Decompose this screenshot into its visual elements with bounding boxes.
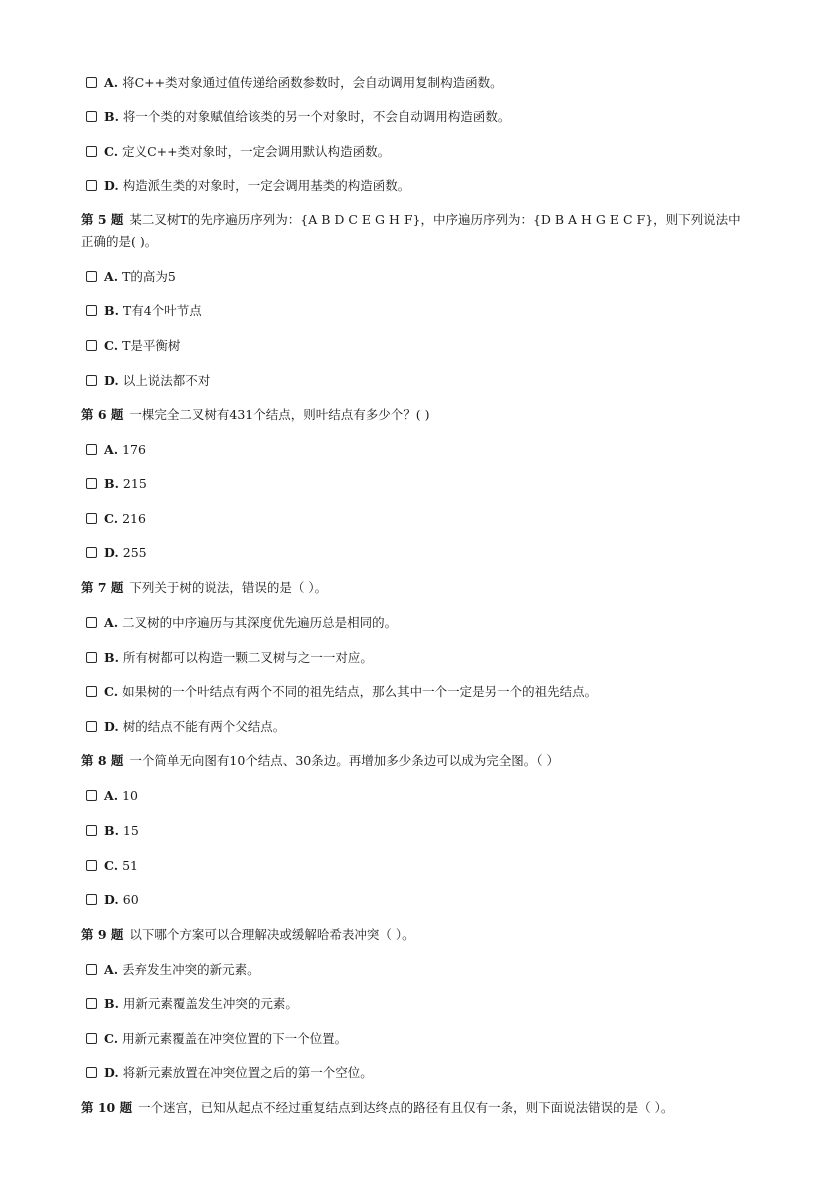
checkbox[interactable] xyxy=(86,77,97,88)
question-7 xyxy=(81,577,753,599)
checkbox[interactable] xyxy=(86,894,97,905)
question-9 xyxy=(81,924,753,946)
checkbox[interactable] xyxy=(86,111,97,122)
option-text: 构造派生类的对象时，一定会调用基类的构造函数。 xyxy=(122,178,411,193)
checkbox[interactable] xyxy=(86,1067,97,1078)
question-text: 一棵完全二叉树有431个结点，则叶结点有多少个？( ) xyxy=(129,407,430,422)
question-text: 某二叉树T的先序遍历序列为：{A B D C E G H F}，中序遍历序列为：{D B A H G E C F}，则下列说法中正确的是( )。 xyxy=(81,212,741,249)
option-text: 216 xyxy=(122,510,146,526)
question-number: 第 7 题 xyxy=(81,580,124,595)
question-10 xyxy=(81,1097,753,1119)
option-text: 15 xyxy=(122,822,139,838)
checkbox[interactable] xyxy=(86,375,97,386)
checkbox[interactable] xyxy=(86,825,97,836)
option-text: 如果树的一个叶结点有两个不同的祖先结点，那么其中一个一定是另一个的祖先结点。 xyxy=(122,684,598,699)
question-text: 下列关于树的说法，错误的是（ ）。 xyxy=(129,580,328,595)
option-q9-a[interactable] xyxy=(86,959,260,979)
option-text: 51 xyxy=(122,857,138,873)
option-letter: C. xyxy=(104,337,119,353)
question-text: 一个简单无向图有10个结点、30条边。再增加多少条边可以成为完全图。（ ） xyxy=(129,753,559,768)
option-q4-c[interactable] xyxy=(86,141,390,161)
option-letter: C. xyxy=(104,510,119,526)
question-number: 第 5 题 xyxy=(81,212,124,227)
checkbox[interactable] xyxy=(86,305,97,316)
checkbox[interactable] xyxy=(86,721,97,732)
option-q7-c[interactable] xyxy=(86,681,597,701)
option-text: 215 xyxy=(122,475,147,491)
question-text: 一个迷宫，已知从起点不经过重复结点到达终点的路径有且仅有一条，则下面说法错误的是（ ）。 xyxy=(138,1100,674,1115)
option-letter: C. xyxy=(104,857,119,873)
option-q4-b[interactable] xyxy=(86,106,510,126)
option-letter: D. xyxy=(104,372,119,388)
option-text: 10 xyxy=(122,787,138,803)
option-letter: A. xyxy=(104,74,119,90)
option-q5-c[interactable] xyxy=(86,335,180,355)
checkbox[interactable] xyxy=(86,652,97,663)
option-text: 用新元素覆盖发生冲突的元素。 xyxy=(122,996,298,1011)
option-q5-d[interactable] xyxy=(86,370,210,390)
option-q9-c[interactable] xyxy=(86,1028,347,1048)
option-text: 以上说法都不对 xyxy=(122,373,211,388)
option-letter: A. xyxy=(104,787,119,803)
option-q8-b[interactable] xyxy=(86,820,139,840)
option-text: 将新元素放置在冲突位置之后的第一个空位。 xyxy=(122,1065,373,1080)
checkbox[interactable] xyxy=(86,444,97,455)
option-q7-b[interactable] xyxy=(86,647,373,667)
option-text: 176 xyxy=(122,441,146,457)
option-letter: D. xyxy=(104,891,119,907)
option-text: T是平衡树 xyxy=(122,338,181,353)
option-letter: A. xyxy=(104,441,119,457)
option-q9-b[interactable] xyxy=(86,993,298,1013)
option-q6-b[interactable] xyxy=(86,473,147,493)
option-q7-d[interactable] xyxy=(86,716,285,736)
checkbox[interactable] xyxy=(86,860,97,871)
option-text: T有4个叶节点 xyxy=(122,303,202,318)
option-letter: D. xyxy=(104,544,119,560)
option-text: 255 xyxy=(122,544,147,560)
option-letter: A. xyxy=(104,268,119,284)
option-q4-a[interactable] xyxy=(86,72,503,92)
option-q4-d[interactable] xyxy=(86,175,410,195)
option-letter: B. xyxy=(104,995,119,1011)
option-letter: D. xyxy=(104,718,119,734)
option-letter: C. xyxy=(104,143,119,159)
question-8 xyxy=(81,750,753,772)
option-q5-b[interactable] xyxy=(86,300,202,320)
option-text: 用新元素覆盖在冲突位置的下一个位置。 xyxy=(122,1031,348,1046)
checkbox[interactable] xyxy=(86,271,97,282)
checkbox[interactable] xyxy=(86,478,97,489)
checkbox[interactable] xyxy=(86,686,97,697)
option-text: 丢弃发生冲突的新元素。 xyxy=(122,962,260,977)
question-number: 第 10 题 xyxy=(81,1100,133,1115)
option-text: 将一个类的对象赋值给该类的另一个对象时，不会自动调用构造函数。 xyxy=(122,109,511,124)
question-5 xyxy=(81,209,753,253)
option-letter: D. xyxy=(104,1064,119,1080)
option-letter: D. xyxy=(104,177,119,193)
option-q8-c[interactable] xyxy=(86,855,138,875)
option-q9-d[interactable] xyxy=(86,1062,373,1082)
option-text: 所有树都可以构造一颗二叉树与之一一对应。 xyxy=(122,650,373,665)
option-text: T的高为5 xyxy=(122,269,176,284)
option-letter: C. xyxy=(104,1030,119,1046)
question-number: 第 9 题 xyxy=(81,927,124,942)
checkbox[interactable] xyxy=(86,180,97,191)
option-text: 将C++类对象通过值传递给函数参数时，会自动调用复制构造函数。 xyxy=(122,75,503,90)
option-letter: B. xyxy=(104,475,119,491)
option-q7-a[interactable] xyxy=(86,612,397,632)
checkbox[interactable] xyxy=(86,340,97,351)
option-letter: B. xyxy=(104,822,119,838)
option-text: 树的结点不能有两个父结点。 xyxy=(122,719,286,734)
question-number: 第 8 题 xyxy=(81,753,124,768)
option-q5-a[interactable] xyxy=(86,266,176,286)
question-6 xyxy=(81,404,753,426)
checkbox[interactable] xyxy=(86,1033,97,1044)
option-letter: B. xyxy=(104,302,119,318)
option-q6-a[interactable] xyxy=(86,439,146,459)
option-q6-c[interactable] xyxy=(86,508,146,528)
option-text: 60 xyxy=(122,891,139,907)
checkbox[interactable] xyxy=(86,547,97,558)
option-letter: B. xyxy=(104,108,119,124)
question-number: 第 6 题 xyxy=(81,407,124,422)
checkbox[interactable] xyxy=(86,964,97,975)
checkbox[interactable] xyxy=(86,146,97,157)
option-letter: B. xyxy=(104,649,119,665)
option-text: 二叉树的中序遍历与其深度优先遍历总是相同的。 xyxy=(122,615,398,630)
checkbox[interactable] xyxy=(86,617,97,628)
option-letter: A. xyxy=(104,614,119,630)
option-letter: A. xyxy=(104,961,119,977)
option-q8-d[interactable] xyxy=(86,889,139,909)
checkbox[interactable] xyxy=(86,513,97,524)
option-text: 定义C++类对象时，一定会调用默认构造函数。 xyxy=(122,144,391,159)
checkbox[interactable] xyxy=(86,790,97,801)
option-q6-d[interactable] xyxy=(86,542,147,562)
checkbox[interactable] xyxy=(86,998,97,1009)
option-q8-a[interactable] xyxy=(86,785,138,805)
question-text: 以下哪个方案可以合理解决或缓解哈希表冲突（ ）。 xyxy=(129,927,415,942)
option-letter: C. xyxy=(104,683,119,699)
